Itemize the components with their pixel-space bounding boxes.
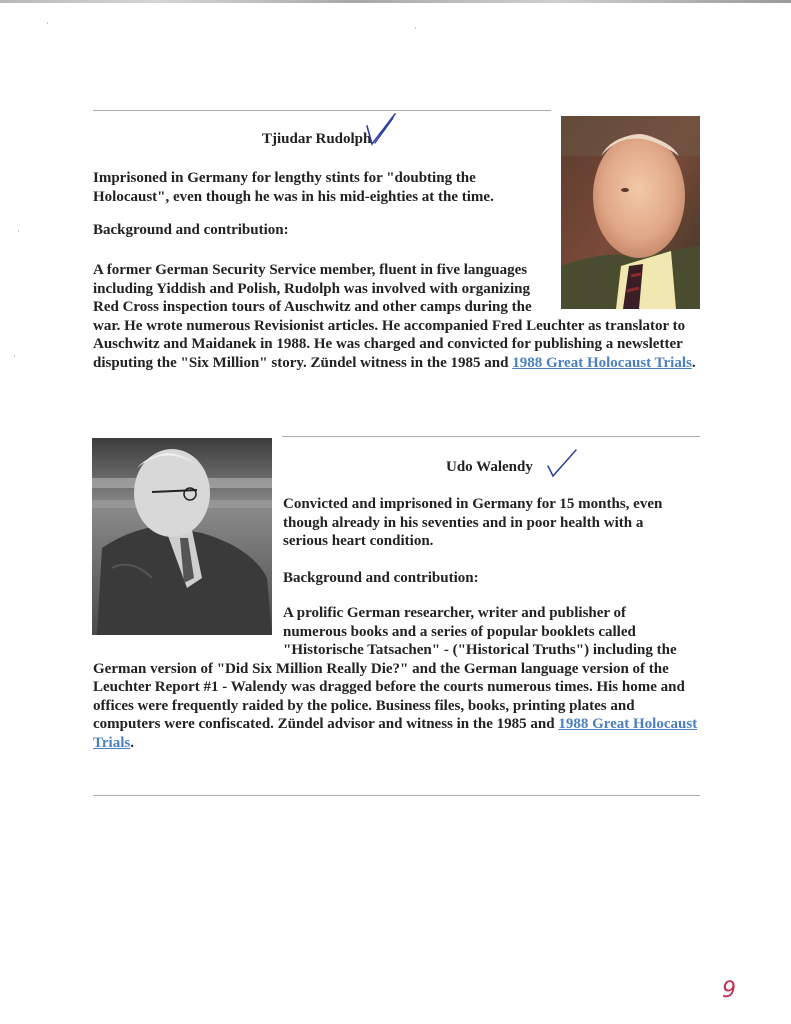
portrait-photo-rudolph <box>561 116 700 309</box>
background-line: numerous books and a series of popular booklets called <box>283 623 636 640</box>
background-continued <box>93 317 698 373</box>
trailing-period: . <box>691 354 696 371</box>
background-continued <box>93 660 698 753</box>
handwritten-checkmark-icon <box>363 112 399 148</box>
great-holocaust-trials-link[interactable]: 1988 Great Holocaust Trials <box>93 716 698 751</box>
handwritten-page-number: 9 <box>722 978 736 1003</box>
entry-summary: Convicted and imprisoned in Germany for 15 months, even though already in his seventies and in poor health with a serious heart condition. <box>283 496 663 549</box>
background-text: war. He wrote numerous Revisionist articles. He accompanied Fred Leuchter as translator to Auschwitz and Maidanek in 1988. He was charged and convicted for publishing a newsletter disputing the "Six Million" story. Zündel witness in the 1985 and <box>93 317 686 371</box>
handwritten-checkmark-icon <box>545 446 579 480</box>
background-line: A prolific German researcher, writer and publisher of <box>283 605 627 621</box>
scan-top-edge <box>0 0 791 3</box>
section-divider <box>282 436 700 437</box>
entry-summary: Imprisoned in Germany for lengthy stints for "doubting the Holocaust", even though he was in his mid-eighties at the time. <box>93 170 494 205</box>
scan-speck <box>415 27 416 29</box>
entry-name: Udo Walendy <box>446 459 533 475</box>
background-text: German version of "Did Six Million Really Die?" and the German language version of the Leuchter Report #1 - Walendy was dragged before the courts numerous times. His home and offices were frequently raided by the police. Business files, books, printing plates and computers were confiscated. Zündel advisor and witness in the 1985 and <box>93 660 685 732</box>
scan-speck <box>18 230 19 232</box>
background-line: A former German Security Service member, fluent in five languages <box>93 262 528 278</box>
great-holocaust-trials-link[interactable]: 1988 Great Holocaust Trials <box>512 354 692 371</box>
section-divider <box>93 795 700 796</box>
trailing-period: . <box>130 734 134 751</box>
background-heading: Background and contribution: <box>93 222 289 238</box>
scan-speck <box>47 22 48 24</box>
background-line: Red Cross inspection tours of Auschwitz and other camps during the <box>93 299 532 315</box>
portrait-photo-walendy <box>92 438 272 635</box>
entry-name: Tjiudar Rudolph <box>262 131 372 147</box>
background-line: including Yiddish and Polish, Rudolph was involved with organizing <box>93 280 530 297</box>
background-heading: Background and contribution: <box>283 570 479 586</box>
section-divider <box>93 110 551 111</box>
scan-speck <box>14 355 15 357</box>
background-line: "Historische Tatsachen" - ("Historical Truths") including the <box>283 642 677 658</box>
